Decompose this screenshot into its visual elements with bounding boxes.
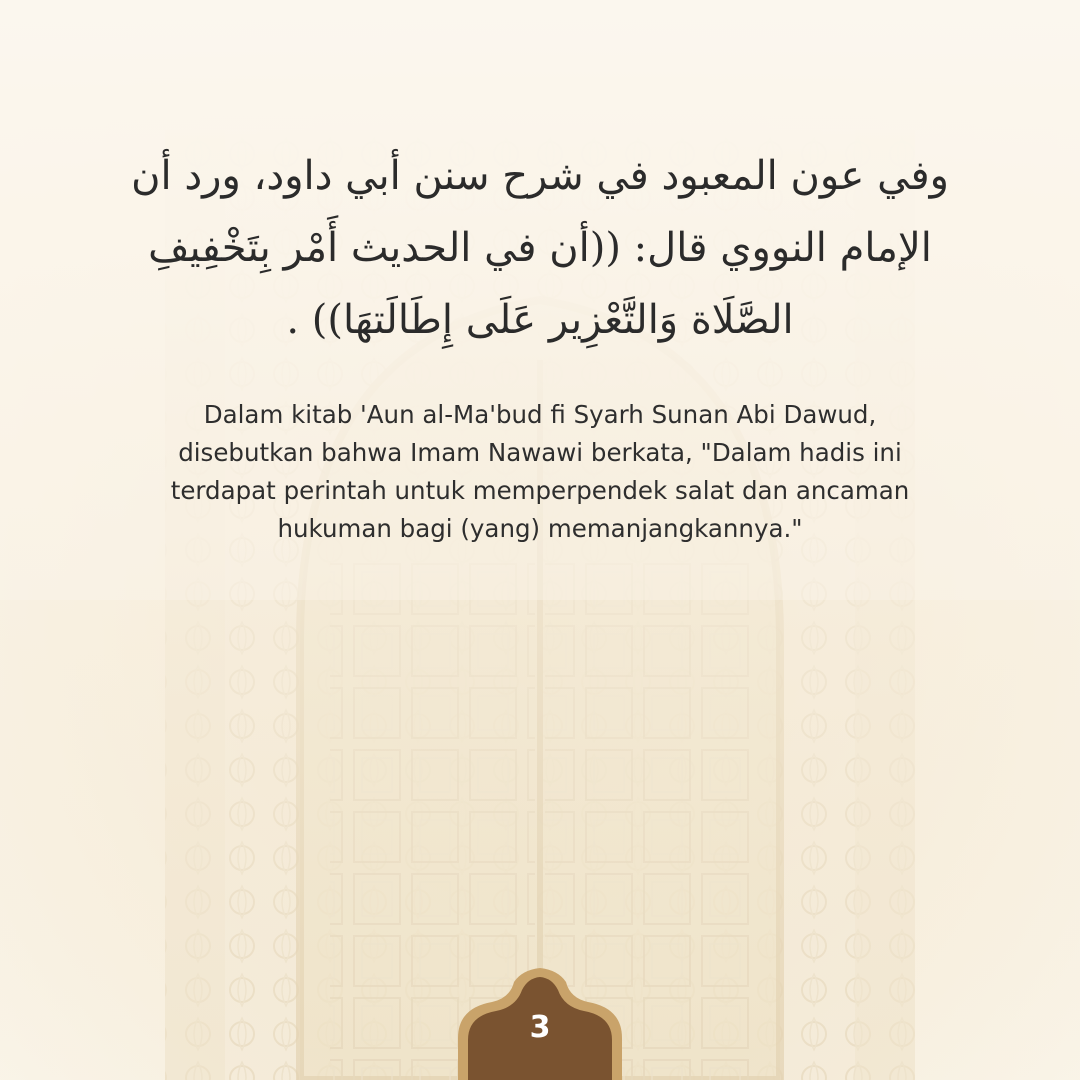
page-number: 3 [529, 1010, 551, 1045]
indonesian-translation: Dalam kitab 'Aun al-Ma'bud fi Syarh Sunan Abi Dawud, disebutkan bahwa Imam Nawawi berkata, "Dalam hadis ini terdapat perintah untuk memperpendek salat dan ancaman hukuman bagi (yang) memanjangkannya." [170, 400, 910, 543]
arabic-quote: وفي عون المعبود في شرح سنن أبي داود، ورد أن الإمام النووي قال: ((أن في الحديث أَمْر بِتَخْفِيفِ الصَّلَاة وَالتَّعْزِير عَلَى إِطَالَتهَا)) . [131, 153, 949, 343]
